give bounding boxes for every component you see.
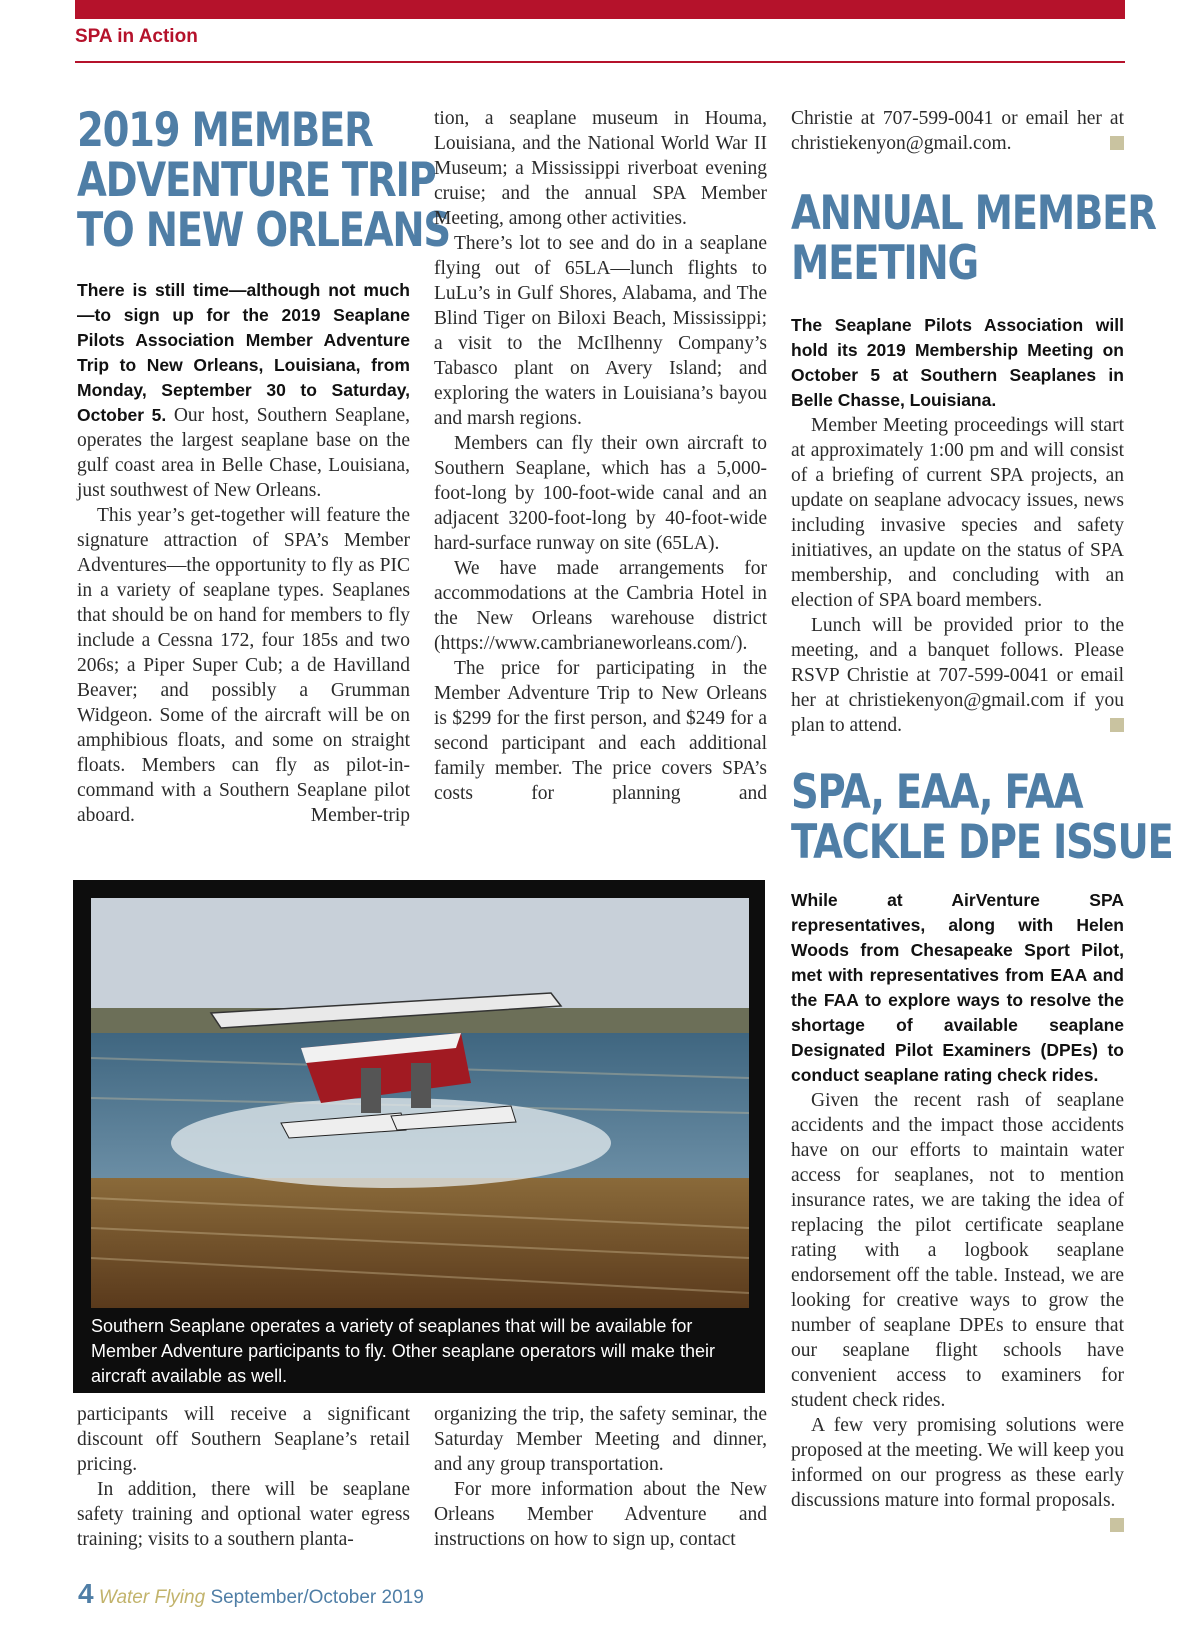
page-number: 4 <box>78 1578 94 1609</box>
article1-col1-bottom <box>77 1402 410 1552</box>
article1-para2-bottom: participants will receive a significant discount off Southern Seaplane’s retail pricing. <box>77 1404 410 1475</box>
article1-para1-text: Our host, Southern Seaplane, operates the largest seaplane base on the gulf coast area in Belle Chase, Louisiana, just southwest of New Orleans. <box>77 405 410 501</box>
article1-col2-para1: There’s lot to see and do in a seaplane flying out of 65LA—lunch flights to LuLu’s in Gulf Shores, Alabama, and The Blind Tiger on Biloxi Beach, Mississippi; a visit to the McIlhenny Company’s Tabasco plant on Avery Island; and exploring the waters in Louisiana’s bayou and marsh regions. <box>434 233 767 429</box>
article1-para2-top: This year’s get-together will feature the signature attraction of SPA’s Member Adventures—the opportunity to fly as PIC in a variety of seaplane types. Seaplanes that should be on hand for members to fly include a Cessna 172, four 185s and two 206s; a Piper Super Cub; a de Havilland Beaver; and possibly a Grumman Widgeon. Some of the aircraft will be on amphibious floats, and some on straight floats. Members can fly as pilot-in-command with a Southern Seaplane pilot aboard. Member-trip <box>77 505 410 826</box>
article2-para1: Member Meeting proceedings will start at approximately 1:00 pm and will consist of a briefing of current SPA projects, an update on seaplane advocacy issues, news including invasive species and safety initiatives, an update on the status of SPA membership, and concluding with an election of SPA board members. <box>791 415 1124 611</box>
article2-para2 <box>791 613 1124 738</box>
article3-para2 <box>791 1413 1124 1513</box>
article1-headline <box>77 103 450 258</box>
article1-col2-para4: The price for participating in the Member Adventure Trip to New Orleans is $299 for the first person, and $249 for a second participant and each additional family member. The price covers SPA’s costs for planning and <box>434 658 767 804</box>
article1-col3-para <box>791 106 1124 156</box>
seaplane-illustration <box>91 898 749 1308</box>
headline-line: 2019 MEMBER <box>77 103 373 158</box>
article1-col3-text: Christie at 707-599-0041 or email her at christiekenyon@gmail.com. <box>791 108 1124 154</box>
article2-headline <box>791 186 1156 291</box>
photo-caption: Southern Seaplane operates a variety of seaplanes that will be available for Member Adventure participants to fly. Other seaplane operators will make their aircraft available as well. <box>91 1316 715 1386</box>
issue-date: September/October 2019 <box>210 1587 424 1608</box>
headline-line: SPA, EAA, FAA <box>791 765 1083 820</box>
article3-headline <box>791 765 1173 870</box>
article2-para2-text: Lunch will be provided prior to the meeting, and a banquet follows. Please RSVP Christie at 707-599-0041 or email her at christiekenyon@gmail.com if you plan to attend. <box>791 615 1124 736</box>
end-mark-icon <box>1110 136 1124 150</box>
article1-col1-top <box>77 103 450 828</box>
article3-lead-para <box>791 888 1124 1088</box>
header-rule <box>75 61 1125 63</box>
magazine-name: Water Flying <box>98 1587 206 1608</box>
headline-line: ADVENTURE TRIP <box>77 153 436 208</box>
article3-para1: Given the recent rash of seaplane accidents and the impact those accidents have on our efforts to maintain water access for seaplanes, not to mention insurance rates, we are taking the idea of replacing the pilot certificate seaplane rating with a logbook seaplane endorsement off the table. Instead, we are looking for creative ways to grow the number of seaplane DPEs to ensure that our seaplane flight schools have convenient access to examiners for student check rides. <box>791 1090 1124 1411</box>
article1-col2-bottom <box>434 1402 767 1552</box>
section-label: SPA in Action <box>75 26 198 47</box>
article1-col2-top <box>434 106 767 806</box>
article1-para3-bottom: In addition, there will be seaplane safety training and optional water egress training; visits to a southern planta- <box>77 1479 410 1550</box>
article1-col2-bottom-para1: For more information about the New Orleans Member Adventure and instructions on how to sign up, contact <box>434 1479 767 1550</box>
photo-frame <box>73 880 765 1393</box>
top-color-bar <box>75 0 1125 19</box>
headline-line: TO NEW ORLEANS <box>77 203 450 258</box>
article1-para1 <box>77 278 410 503</box>
column3 <box>791 106 1173 1532</box>
end-mark-icon <box>1110 1518 1124 1532</box>
headline-line: ANNUAL MEMBER <box>791 186 1156 241</box>
article2-lead: The Seaplane Pilots Association will hold its 2019 Membership Meeting on October 5 at Southern Seaplanes in Belle Chasse, Louisiana. <box>791 315 1124 410</box>
article1-col2-para3: We have made arrangements for accommodations at the Cambria Hotel in the New Orleans warehouse district (https://www.cambrianeworleans.com/). <box>434 558 767 654</box>
end-mark-icon <box>1110 718 1124 732</box>
article1-col2-para0: tion, a seaplane museum in Houma, Louisiana, and the National World War II Museum; a Mississippi riverboat evening cruise; and the annual SPA Member Meeting, among other activities. <box>434 108 767 229</box>
article1-col2-bottom-para0: organizing the trip, the safety seminar, the Saturday Member Meeting and dinner, and any group transportation. <box>434 1404 767 1475</box>
article1-col2-para2: Members can fly their own aircraft to Southern Seaplane, which has a 5,000-foot-long by 100-foot-wide canal and an adjacent 3200-foot-long by 40-foot-wide hard-surface runway on site (65LA). <box>434 433 767 554</box>
article3-lead: While at AirVenture SPA representatives, along with Helen Woods from Chesapeake Sport Pilot, met with representatives from EAA and the FAA to explore ways to resolve the shortage of available seaplane Designated Pilot Examiners (DPEs) to conduct seaplane rating check rides. <box>791 890 1124 1085</box>
page-footer <box>78 1578 424 1610</box>
headline-line: MEETING <box>791 236 978 291</box>
headline-line: TACKLE DPE ISSUE <box>791 815 1173 870</box>
article2-lead-para <box>791 313 1124 413</box>
seaplane-photo <box>91 898 749 1308</box>
article3-para2-text: A few very promising solutions were proposed at the meeting. We will keep you informed on our progress as these early discussions mature into formal proposals. <box>791 1415 1124 1511</box>
article1-lead: There is still time—although not much—to sign up for the 2019 Seaplane Pilots Association Member Adventure Trip to New Orleans, Louisiana, from Monday, September 30 to Saturday, October 5. <box>77 280 410 425</box>
